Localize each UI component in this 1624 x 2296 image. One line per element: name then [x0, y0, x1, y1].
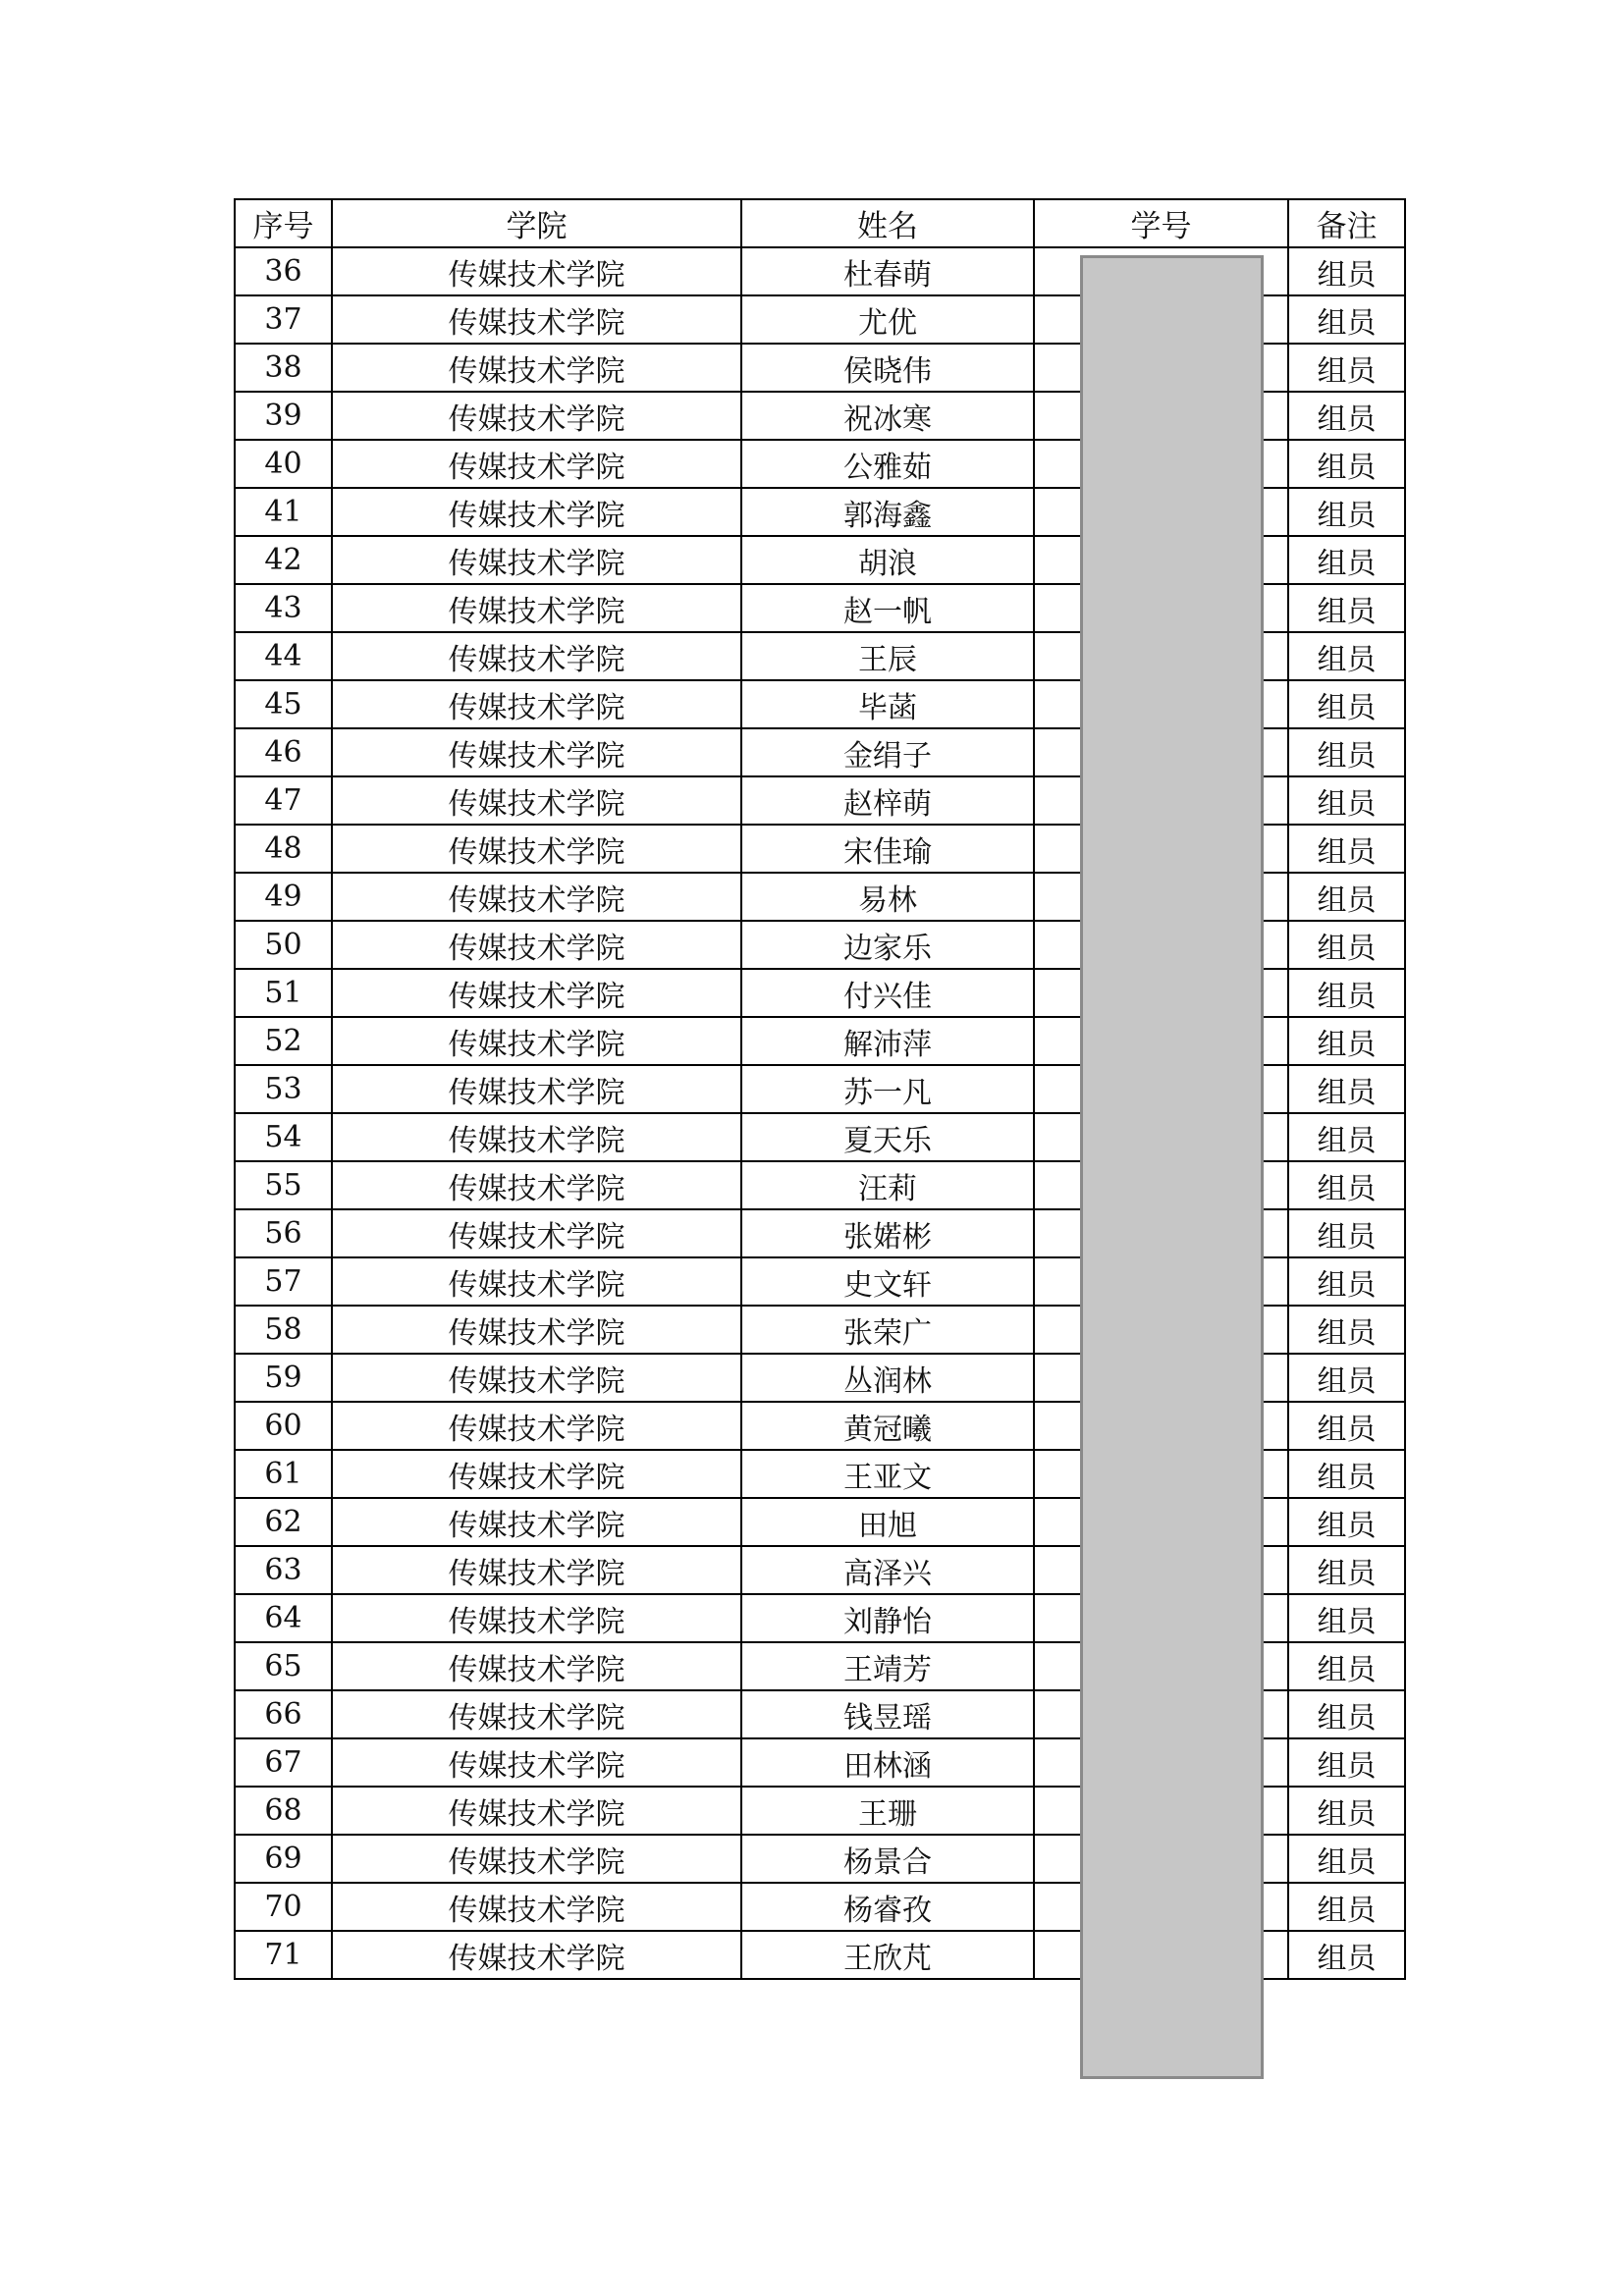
cell-name: 杨睿孜 [741, 1883, 1034, 1931]
cell-college: 传媒技术学院 [332, 1787, 741, 1835]
cell-college: 传媒技术学院 [332, 1113, 741, 1161]
cell-note: 组员 [1288, 247, 1405, 295]
cell-college: 传媒技术学院 [332, 584, 741, 632]
cell-note: 组员 [1288, 825, 1405, 873]
cell-note: 组员 [1288, 488, 1405, 536]
cell-seq: 65 [235, 1642, 332, 1690]
cell-seq: 64 [235, 1594, 332, 1642]
cell-seq: 40 [235, 440, 332, 488]
cell-name: 公雅茹 [741, 440, 1034, 488]
cell-college: 传媒技术学院 [332, 536, 741, 584]
cell-note: 组员 [1288, 1787, 1405, 1835]
header-seq: 序号 [235, 199, 332, 247]
cell-seq: 51 [235, 969, 332, 1017]
cell-name: 赵梓萌 [741, 776, 1034, 825]
cell-seq: 46 [235, 728, 332, 776]
cell-seq: 42 [235, 536, 332, 584]
cell-note: 组员 [1288, 1642, 1405, 1690]
cell-seq: 53 [235, 1065, 332, 1113]
cell-note: 组员 [1288, 632, 1405, 680]
cell-seq: 37 [235, 295, 332, 344]
cell-college: 传媒技术学院 [332, 728, 741, 776]
cell-college: 传媒技术学院 [332, 1450, 741, 1498]
cell-note: 组员 [1288, 1354, 1405, 1402]
cell-note: 组员 [1288, 1402, 1405, 1450]
cell-seq: 54 [235, 1113, 332, 1161]
cell-note: 组员 [1288, 1017, 1405, 1065]
cell-seq: 70 [235, 1883, 332, 1931]
cell-name: 史文轩 [741, 1257, 1034, 1306]
cell-name: 付兴佳 [741, 969, 1034, 1017]
cell-name: 侯晓伟 [741, 344, 1034, 392]
cell-note: 组员 [1288, 295, 1405, 344]
cell-name: 胡浪 [741, 536, 1034, 584]
cell-seq: 63 [235, 1546, 332, 1594]
cell-name: 宋佳瑜 [741, 825, 1034, 873]
cell-name: 夏天乐 [741, 1113, 1034, 1161]
cell-note: 组员 [1288, 1498, 1405, 1546]
cell-seq: 69 [235, 1835, 332, 1883]
cell-name: 张婼彬 [741, 1209, 1034, 1257]
cell-note: 组员 [1288, 1546, 1405, 1594]
cell-seq: 41 [235, 488, 332, 536]
cell-name: 刘静怡 [741, 1594, 1034, 1642]
cell-college: 传媒技术学院 [332, 344, 741, 392]
cell-college: 传媒技术学院 [332, 1883, 741, 1931]
cell-note: 组员 [1288, 536, 1405, 584]
cell-name: 汪莉 [741, 1161, 1034, 1209]
cell-seq: 67 [235, 1738, 332, 1787]
cell-seq: 57 [235, 1257, 332, 1306]
cell-seq: 43 [235, 584, 332, 632]
cell-note: 组员 [1288, 584, 1405, 632]
header-note: 备注 [1288, 199, 1405, 247]
cell-note: 组员 [1288, 392, 1405, 440]
cell-college: 传媒技术学院 [332, 247, 741, 295]
cell-name: 杜春萌 [741, 247, 1034, 295]
header-name: 姓名 [741, 199, 1034, 247]
cell-note: 组员 [1288, 728, 1405, 776]
cell-note: 组员 [1288, 1065, 1405, 1113]
cell-note: 组员 [1288, 1161, 1405, 1209]
cell-name: 王靖芳 [741, 1642, 1034, 1690]
header-student-id: 学号 [1034, 199, 1288, 247]
cell-seq: 71 [235, 1931, 332, 1979]
cell-seq: 55 [235, 1161, 332, 1209]
cell-name: 毕菡 [741, 680, 1034, 728]
cell-college: 传媒技术学院 [332, 1546, 741, 1594]
cell-college: 传媒技术学院 [332, 392, 741, 440]
cell-name: 杨景合 [741, 1835, 1034, 1883]
table-header-row [235, 199, 1405, 247]
cell-seq: 39 [235, 392, 332, 440]
cell-note: 组员 [1288, 873, 1405, 921]
cell-note: 组员 [1288, 1690, 1405, 1738]
cell-note: 组员 [1288, 680, 1405, 728]
cell-seq: 66 [235, 1690, 332, 1738]
cell-name: 田旭 [741, 1498, 1034, 1546]
cell-name: 易林 [741, 873, 1034, 921]
cell-name: 张荣广 [741, 1306, 1034, 1354]
cell-note: 组员 [1288, 969, 1405, 1017]
cell-college: 传媒技术学院 [332, 921, 741, 969]
cell-note: 组员 [1288, 1257, 1405, 1306]
cell-note: 组员 [1288, 1594, 1405, 1642]
cell-name: 丛润林 [741, 1354, 1034, 1402]
cell-seq: 49 [235, 873, 332, 921]
cell-seq: 36 [235, 247, 332, 295]
cell-note: 组员 [1288, 1306, 1405, 1354]
cell-college: 传媒技术学院 [332, 1835, 741, 1883]
cell-note: 组员 [1288, 1738, 1405, 1787]
cell-college: 传媒技术学院 [332, 1642, 741, 1690]
cell-seq: 59 [235, 1354, 332, 1402]
cell-note: 组员 [1288, 440, 1405, 488]
cell-seq: 45 [235, 680, 332, 728]
cell-name: 王亚文 [741, 1450, 1034, 1498]
cell-college: 传媒技术学院 [332, 632, 741, 680]
cell-name: 钱昱瑶 [741, 1690, 1034, 1738]
cell-college: 传媒技术学院 [332, 825, 741, 873]
cell-college: 传媒技术学院 [332, 488, 741, 536]
cell-college: 传媒技术学院 [332, 1402, 741, 1450]
cell-note: 组员 [1288, 1931, 1405, 1979]
cell-college: 传媒技术学院 [332, 776, 741, 825]
cell-college: 传媒技术学院 [332, 1738, 741, 1787]
cell-seq: 56 [235, 1209, 332, 1257]
cell-name: 苏一凡 [741, 1065, 1034, 1113]
cell-college: 传媒技术学院 [332, 873, 741, 921]
roster-table-wrapper [234, 198, 1404, 1980]
cell-college: 传媒技术学院 [332, 1931, 741, 1979]
cell-college: 传媒技术学院 [332, 295, 741, 344]
cell-note: 组员 [1288, 1209, 1405, 1257]
header-college: 学院 [332, 199, 741, 247]
cell-seq: 44 [235, 632, 332, 680]
cell-name: 田林涵 [741, 1738, 1034, 1787]
cell-college: 传媒技术学院 [332, 1354, 741, 1402]
cell-seq: 48 [235, 825, 332, 873]
cell-seq: 62 [235, 1498, 332, 1546]
cell-college: 传媒技术学院 [332, 440, 741, 488]
cell-name: 边家乐 [741, 921, 1034, 969]
cell-seq: 68 [235, 1787, 332, 1835]
cell-college: 传媒技术学院 [332, 1498, 741, 1546]
cell-seq: 52 [235, 1017, 332, 1065]
cell-name: 王欣芃 [741, 1931, 1034, 1979]
cell-seq: 60 [235, 1402, 332, 1450]
cell-note: 组员 [1288, 1113, 1405, 1161]
cell-note: 组员 [1288, 344, 1405, 392]
cell-name: 金绢子 [741, 728, 1034, 776]
cell-college: 传媒技术学院 [332, 1306, 741, 1354]
cell-note: 组员 [1288, 776, 1405, 825]
cell-college: 传媒技术学院 [332, 1257, 741, 1306]
cell-name: 王辰 [741, 632, 1034, 680]
cell-seq: 38 [235, 344, 332, 392]
cell-college: 传媒技术学院 [332, 969, 741, 1017]
cell-college: 传媒技术学院 [332, 1065, 741, 1113]
cell-name: 赵一帆 [741, 584, 1034, 632]
cell-name: 祝冰寒 [741, 392, 1034, 440]
cell-name: 尤优 [741, 295, 1034, 344]
cell-note: 组员 [1288, 921, 1405, 969]
cell-seq: 61 [235, 1450, 332, 1498]
cell-name: 郭海鑫 [741, 488, 1034, 536]
cell-college: 传媒技术学院 [332, 1209, 741, 1257]
cell-college: 传媒技术学院 [332, 1161, 741, 1209]
cell-college: 传媒技术学院 [332, 680, 741, 728]
cell-college: 传媒技术学院 [332, 1690, 741, 1738]
cell-name: 黄冠曦 [741, 1402, 1034, 1450]
student-id-redaction-block [1080, 255, 1264, 2079]
cell-name: 王珊 [741, 1787, 1034, 1835]
cell-seq: 50 [235, 921, 332, 969]
cell-note: 组员 [1288, 1835, 1405, 1883]
cell-name: 高泽兴 [741, 1546, 1034, 1594]
cell-note: 组员 [1288, 1883, 1405, 1931]
cell-note: 组员 [1288, 1450, 1405, 1498]
cell-seq: 58 [235, 1306, 332, 1354]
cell-college: 传媒技术学院 [332, 1017, 741, 1065]
cell-seq: 47 [235, 776, 332, 825]
cell-college: 传媒技术学院 [332, 1594, 741, 1642]
cell-name: 解沛萍 [741, 1017, 1034, 1065]
